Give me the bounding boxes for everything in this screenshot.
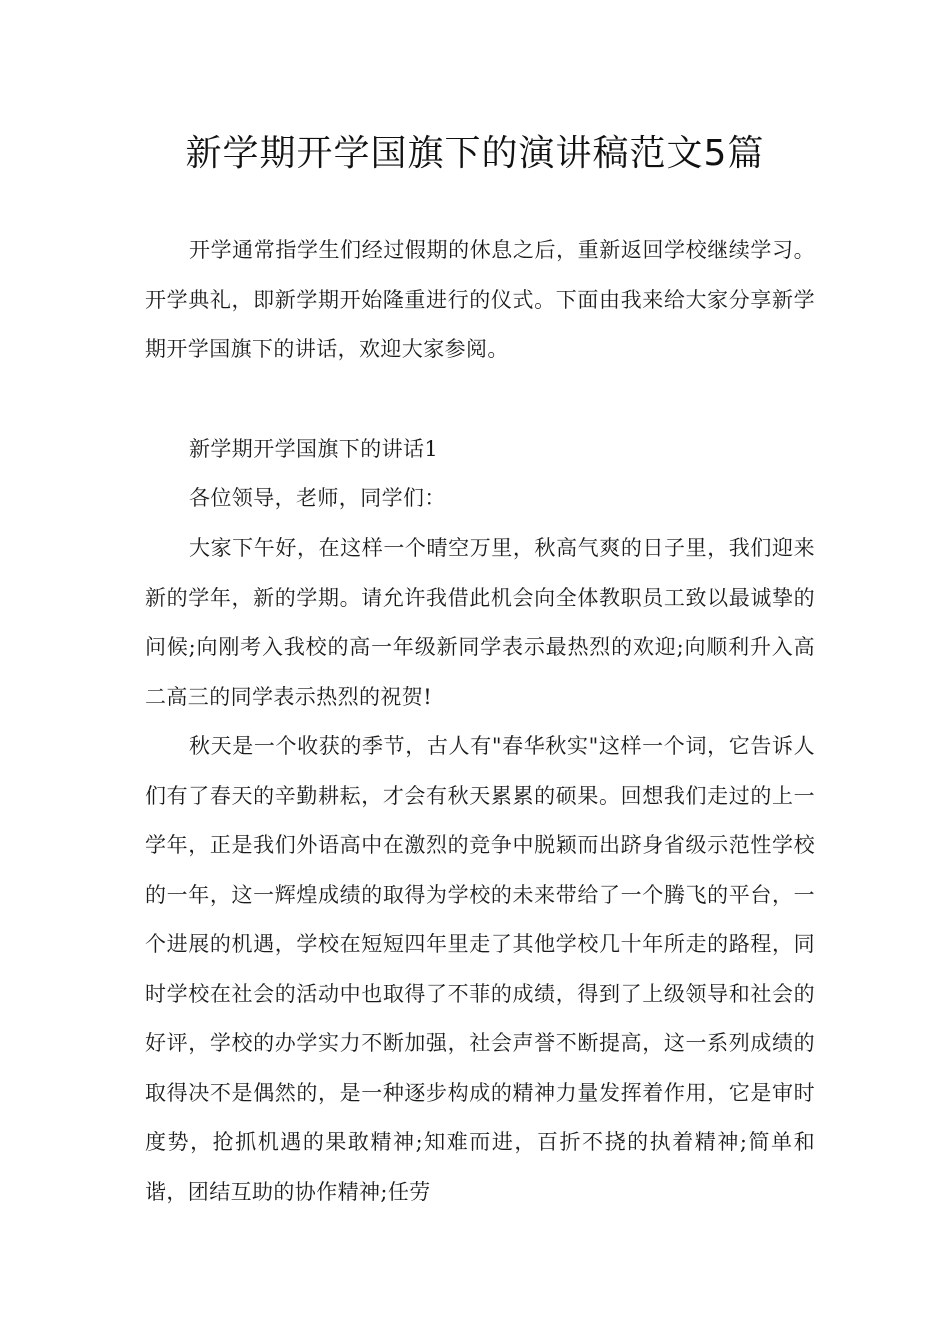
greeting-line: 各位领导，老师，同学们： [189, 486, 446, 510]
document-title: 新学期开学国旗下的演讲稿范文5篇 [185, 133, 765, 174]
body-paragraph-1: 大家下午好，在这样一个晴空万里，秋高气爽的日子里，我们迎来新的学年，新的学期。请允许我借此机会向全体教职员工致以最诚挚的问候;向刚考入我校的高一年级新同学表示最热烈的欢迎;向顺利升入高二高三的同学表示热烈的祝贺! [145, 536, 815, 709]
body-paragraph-2: 秋天是一个收获的季节，古人有"春华秋实"这样一个词，它告诉人们有了春天的辛勤耕耘，才会有秋天累累的硕果。回想我们走过的上一学年，正是我们外语高中在激烈的竞争中脱颖而出跻身省级示范性学校的一年，这一辉煌成绩的取得为学校的未来带给了一个腾飞的平台，一个进展的机遇，学校在短短四年里走了其他学校几十年所走的路程，同时学校在社会的活动中也取得了不菲的成绩，得到了上级领导和社会的好评，学校的办学实力不断加强，社会声誉不断提高，这一系列成绩的取得决不是偶然的，是一种逐步构成的精神力量发挥着作用，它是审时度势，抢抓机遇的果敢精神;知难而进，百折不挠的执着精神;简单和谐，团结互助的协作精神;任劳 [145, 734, 815, 1204]
intro-paragraph: 开学通常指学生们经过假期的休息之后，重新返回学校继续学习。开学典礼，即新学期开始隆重进行的仪式。下面由我来给大家分享新学期开学国旗下的讲话，欢迎大家参阅。 [145, 238, 815, 361]
section-heading: 新学期开学国旗下的讲话1 [189, 437, 439, 461]
